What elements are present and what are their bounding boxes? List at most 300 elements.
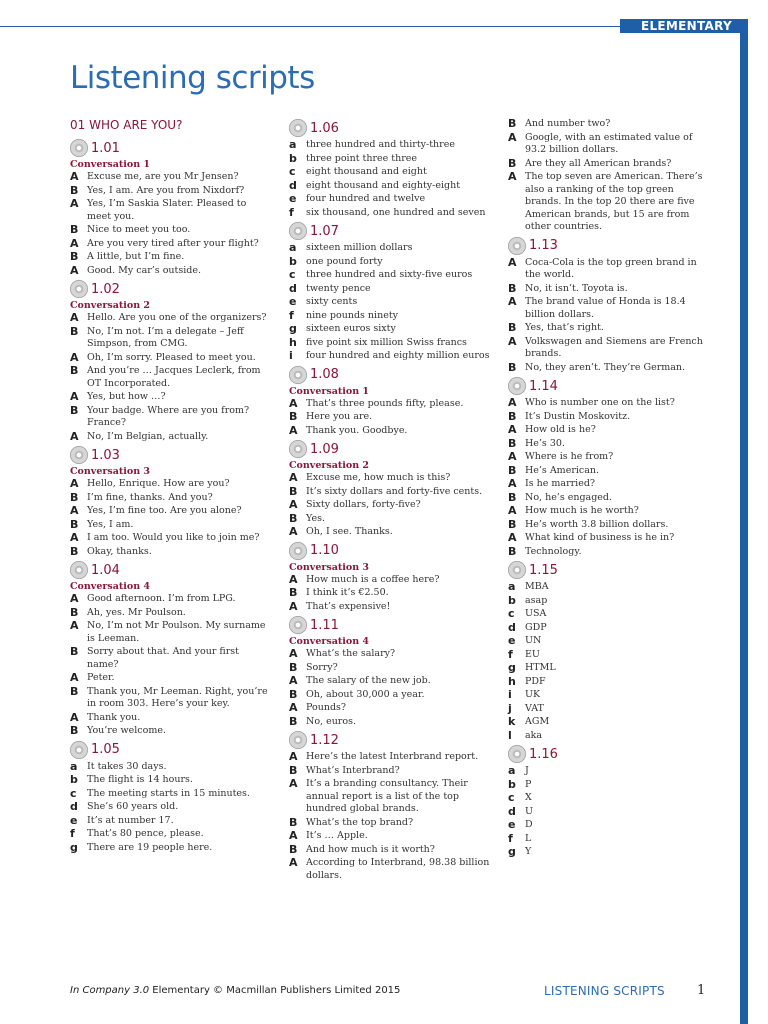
line-marker: A [289,829,298,842]
line-text: AGM [525,716,550,727]
script-line [289,751,494,764]
script-line [70,672,270,685]
line-marker: B [508,409,517,423]
script-line [508,846,713,859]
audio-cd-icon [70,280,88,298]
line-text: He’s worth 3.8 billion dollars. [525,518,669,530]
script-line [289,193,494,206]
script-line [289,689,494,702]
line-marker: A [70,311,79,324]
script-line [508,581,713,594]
script-line [70,185,270,198]
script-line [508,662,713,675]
script-line [508,451,713,464]
track-number: 1.02 [91,281,120,297]
line-marker: b [289,254,297,268]
line-text: The brand value of Honda is 18.4 billion dollars. [525,296,686,320]
track-number: 1.15 [529,562,558,578]
track-number: 1.16 [529,746,558,762]
line-text: A little, but I’m fine. [87,251,185,262]
script-line [508,608,713,621]
script-line [70,265,270,278]
script-line [70,686,270,711]
script-section [289,221,494,363]
line-marker: A [70,263,79,277]
track-number: 1.10 [310,543,339,558]
section-heading [289,541,494,561]
line-text: He’s American. [525,464,600,476]
audio-cd-icon [70,561,88,579]
script-line [70,431,270,444]
script-line [508,362,713,375]
script-line [70,405,270,430]
line-text: Yes. [306,512,325,524]
line-text: four hundred and eighty million euros [306,350,490,361]
line-marker: d [508,620,516,634]
line-marker: a [508,580,516,593]
conversation-label: Conversation 2 [289,460,370,471]
line-text: Your badge. Where are you from? France? [87,404,250,428]
footer-section-label: LISTENING SCRIPTS [544,984,665,998]
script-section [508,560,713,742]
line-text: What’s Interbrand? [306,764,400,776]
line-text: one pound forty [306,255,383,267]
script-line [70,828,270,841]
copyright-text: Elementary © Macmillan Publishers Limited 2015 [149,985,401,996]
script-line [508,819,713,832]
script-line [70,312,270,325]
line-text: four hundred and twelve [306,193,426,204]
line-marker: A [508,396,517,409]
line-marker: A [508,450,517,463]
script-line [70,712,270,725]
script-line [508,118,713,131]
script-line [508,465,713,478]
script-line [289,830,494,843]
line-marker: g [70,840,78,854]
line-text: No, euros. [306,715,356,727]
script-line [289,702,494,715]
script-line [289,283,494,296]
line-marker: b [289,151,297,165]
line-marker: A [70,197,79,210]
line-marker: g [508,845,516,858]
line-text: She’s 60 years old. [87,801,179,812]
line-marker: B [508,436,517,450]
script-section [508,236,713,375]
line-marker: e [508,818,516,831]
line-marker: f [289,308,294,322]
script-line [70,198,270,223]
audio-cd-icon [289,616,307,634]
script-line [289,398,494,411]
line-marker: A [70,710,79,724]
line-text: It’s sixty dollars and forty-five cents. [306,485,483,497]
line-marker: b [508,593,516,607]
page-number: 1 [697,983,706,998]
column-2 [289,118,494,884]
script-line [508,322,713,335]
unit-heading: 01 WHO ARE YOU? [70,118,183,132]
line-marker: e [508,634,516,647]
track-number: 1.12 [310,732,339,748]
line-text: eight thousand and eight [306,166,427,177]
script-line [289,411,494,424]
line-marker: e [289,295,297,308]
script-line [70,365,270,390]
line-marker: B [508,463,517,477]
script-line [508,622,713,635]
audio-cd-icon [289,119,307,137]
line-marker: a [70,759,78,773]
script-section [508,118,713,234]
line-marker: B [70,183,79,197]
line-text: The flight is 14 hours. [87,774,193,785]
line-text: The top seven are American. There’s also a ranking of the top green brands. In the top 20 there are five American brands, but 15 are from other countries. [525,171,703,232]
line-text: UK [525,689,541,700]
line-marker: B [70,684,79,698]
line-text: Hello. Are you one of the organizers? [87,312,267,323]
audio-cd-icon [289,366,307,384]
line-marker: A [289,498,298,511]
line-marker: B [70,403,79,417]
line-marker: A [508,295,517,308]
line-text: No, he’s engaged. [525,491,613,503]
script-line [289,513,494,526]
line-marker: A [508,477,517,490]
script-line [289,716,494,729]
section-heading [70,279,270,299]
line-text: Yes, I’m fine too. Are you alone? [87,505,242,516]
script-line [508,438,713,451]
script-line [289,166,494,179]
script-line [70,478,270,491]
script-line [508,283,713,296]
column-3 [508,118,713,861]
line-text: Thank you. [87,711,141,723]
script-section [70,560,270,738]
line-text: It’s a branding consultancy. Their annual report is a list of the top hundred global brands. [306,778,468,814]
line-marker: A [289,599,298,613]
line-text: What’s the salary? [306,648,396,659]
audio-cd-icon [289,440,307,458]
line-text: GDP [525,621,547,633]
line-text: He’s 30. [525,437,565,449]
line-marker: B [508,281,517,295]
section-heading [70,138,270,158]
line-marker: g [508,661,516,674]
section-heading [70,740,270,760]
line-marker: c [289,268,296,281]
line-text: D [525,819,533,830]
line-marker: B [289,815,298,829]
line-text: Ah, yes. Mr Poulson. [87,606,186,618]
line-marker: A [70,531,79,544]
line-text: Coca-Cola is the top green brand in the world. [525,256,697,280]
track-number: 1.11 [310,617,339,633]
script-line [289,857,494,882]
line-marker: b [70,773,78,786]
line-marker: e [70,813,78,827]
script-line [70,774,270,787]
line-marker: b [508,777,516,791]
script-line [70,593,270,606]
script-line [70,620,270,645]
conversation-label: Conversation 4 [289,636,370,647]
line-text: Are they all American brands? [525,157,672,169]
script-line [508,779,713,792]
line-text: sixteen million dollars [306,242,413,253]
script-line [289,269,494,282]
script-section [289,118,494,219]
line-text: Thank you, Mr Leeman. Right, you’re in room 303. Here’s your key. [87,685,268,709]
line-marker: A [508,334,517,348]
line-marker: c [289,165,296,178]
script-section [508,744,713,859]
script-section [289,615,494,728]
line-marker: f [70,827,75,840]
section-heading [70,445,270,465]
line-marker: A [289,777,298,790]
audio-cd-icon [70,741,88,759]
section-heading [508,744,713,764]
line-marker: B [508,156,517,170]
line-marker: B [508,321,517,334]
line-text: asap [525,594,548,606]
line-text: Who is number one on the list? [525,397,675,408]
line-marker: e [289,192,297,205]
script-section [70,279,270,443]
line-marker: A [70,504,79,517]
script-section [289,439,494,539]
line-marker: A [70,671,79,684]
line-marker: B [289,511,298,525]
line-marker: A [508,170,517,183]
script-line [508,806,713,819]
line-text: That’s expensive! [306,600,391,612]
line-text: There are 19 people here. [87,841,213,853]
audio-cd-icon [508,237,526,255]
line-marker: A [289,396,298,410]
line-marker: f [289,205,294,219]
line-marker: B [70,364,79,377]
line-marker: B [289,410,298,423]
line-marker: B [508,490,517,504]
line-marker: A [289,471,298,484]
line-marker: A [70,619,79,632]
script-line [508,505,713,518]
line-text: five point six million Swiss francs [306,336,467,348]
script-line [289,180,494,193]
line-marker: A [289,525,298,538]
line-marker: A [70,170,79,183]
line-text: Excuse me, how much is this? [306,472,451,483]
conversation-label: Conversation 1 [70,159,151,170]
line-text: Here you are. [306,411,373,422]
line-marker: d [508,804,516,818]
line-marker: d [289,178,297,192]
side-accent-bar [740,19,748,1024]
book-title: In Company 3.0 [70,985,150,996]
line-text: How much is he worth? [525,505,639,516]
script-line [70,607,270,620]
line-marker: A [508,423,517,436]
line-text: I think it’s €2.50. [306,587,389,598]
script-line [508,792,713,805]
line-text: three hundred and thirty-three [306,139,455,150]
script-line [70,352,270,365]
script-line [70,505,270,518]
line-marker: B [289,484,298,498]
track-number: 1.14 [529,378,558,394]
line-text: No, it isn’t. Toyota is. [525,282,628,294]
section-heading [289,730,494,750]
section-heading [508,560,713,580]
script-line [289,323,494,336]
line-text: Y [525,846,532,857]
line-text: Is he married? [525,478,595,489]
script-line [70,492,270,505]
line-text: According to Interbrand, 98.38 billion dollars. [306,857,490,881]
line-text: No, I’m not. I’m a delegate – Jeff Simpson, from CMG. [87,325,244,349]
script-line [70,519,270,532]
script-line [70,224,270,237]
script-line [70,326,270,351]
script-section [289,730,494,882]
line-text: USA [525,608,547,619]
track-number: 1.09 [310,441,339,457]
script-line [508,171,713,234]
line-text: six thousand, one hundred and seven [306,206,486,218]
line-text: You’re welcome. [87,725,166,736]
line-marker: B [70,490,79,504]
line-marker: A [508,130,517,144]
line-marker: A [70,236,79,250]
script-line [508,649,713,662]
script-line [508,635,713,648]
script-line [508,833,713,846]
line-marker: k [508,715,516,728]
line-text: EU [525,648,540,660]
line-text: How much is a coffee here? [306,573,440,585]
line-marker: f [508,831,513,845]
script-line [289,765,494,778]
page-title: Listening scripts [70,60,315,96]
script-line [70,546,270,559]
line-text: No, I’m not Mr Poulson. My surname is Leeman. [87,620,266,644]
script-line [289,350,494,363]
line-text: I am too. Would you like to join me? [87,532,260,543]
script-line [289,139,494,152]
line-text: Thank you. Goodbye. [306,424,408,436]
script-line [508,397,713,410]
script-line [508,336,713,361]
script-line [508,546,713,559]
script-section [70,445,270,558]
line-marker: A [70,390,79,403]
line-text: What’s the top brand? [306,816,414,828]
script-line [70,646,270,671]
track-number: 1.05 [91,742,120,757]
audio-cd-icon [289,542,307,560]
script-section [289,365,494,438]
line-marker: A [508,504,517,517]
line-text: three hundred and sixty-five euros [306,269,473,280]
track-number: 1.07 [310,223,339,239]
line-text: P [525,778,532,790]
line-marker: a [289,241,297,254]
line-marker: d [289,281,297,295]
line-text: Yes, I am. [87,518,134,530]
line-text: PDF [525,675,546,687]
line-text: Oh, about 30,000 a year. [306,688,425,700]
line-text: How old is he? [525,424,596,435]
line-marker: B [289,660,298,674]
line-text: What kind of business is he in? [525,532,675,543]
line-text: The salary of the new job. [306,675,431,686]
line-text: It takes 30 days. [87,760,167,772]
script-line [289,587,494,600]
line-text: Peter. [87,672,115,683]
script-line [70,815,270,828]
section-heading [508,236,713,256]
column-1-sections [70,138,270,854]
line-marker: i [508,688,512,701]
conversation-label: Conversation 2 [70,300,151,311]
script-line [508,296,713,321]
script-line [508,257,713,282]
audio-cd-icon [508,561,526,579]
script-line [70,391,270,404]
copyright-line [70,985,400,996]
line-text: sixteen euros sixty [306,323,396,334]
line-text: I’m fine, thanks. And you? [87,491,213,503]
line-marker: B [508,517,517,531]
line-text: U [525,805,534,817]
script-line [508,158,713,171]
track-number: 1.06 [310,120,339,136]
script-line [289,207,494,220]
line-marker: A [70,477,79,490]
script-section [508,376,713,558]
script-line [70,238,270,251]
section-heading [508,376,713,396]
section-heading [289,365,494,385]
line-text: VAT [525,702,544,714]
line-text: Nice to meet you too. [87,224,191,235]
line-marker: a [289,138,297,151]
column-1 [70,118,270,856]
audio-cd-icon [70,446,88,464]
line-text: Volkswagen and Siemens are French brands. [525,335,703,359]
line-text: It’s … Apple. [306,830,368,841]
line-marker: A [289,647,298,660]
line-text: It’s at number 17. [87,814,174,826]
script-line [508,519,713,532]
script-line [289,153,494,166]
script-line [289,425,494,438]
script-line [289,256,494,269]
line-text: Yes, I’m Saskia Slater. Pleased to meet you. [87,198,247,222]
line-text: Where is he from? [525,451,614,462]
line-text: X [525,792,532,803]
script-line [70,788,270,801]
line-text: Here’s the latest Interbrand report. [306,751,479,762]
script-section [70,138,270,277]
line-text: Oh, I’m sorry. Pleased to meet you. [87,351,256,363]
line-text: Good afternoon. I’m from LPG. [87,593,236,604]
line-text: MBA [525,581,549,592]
